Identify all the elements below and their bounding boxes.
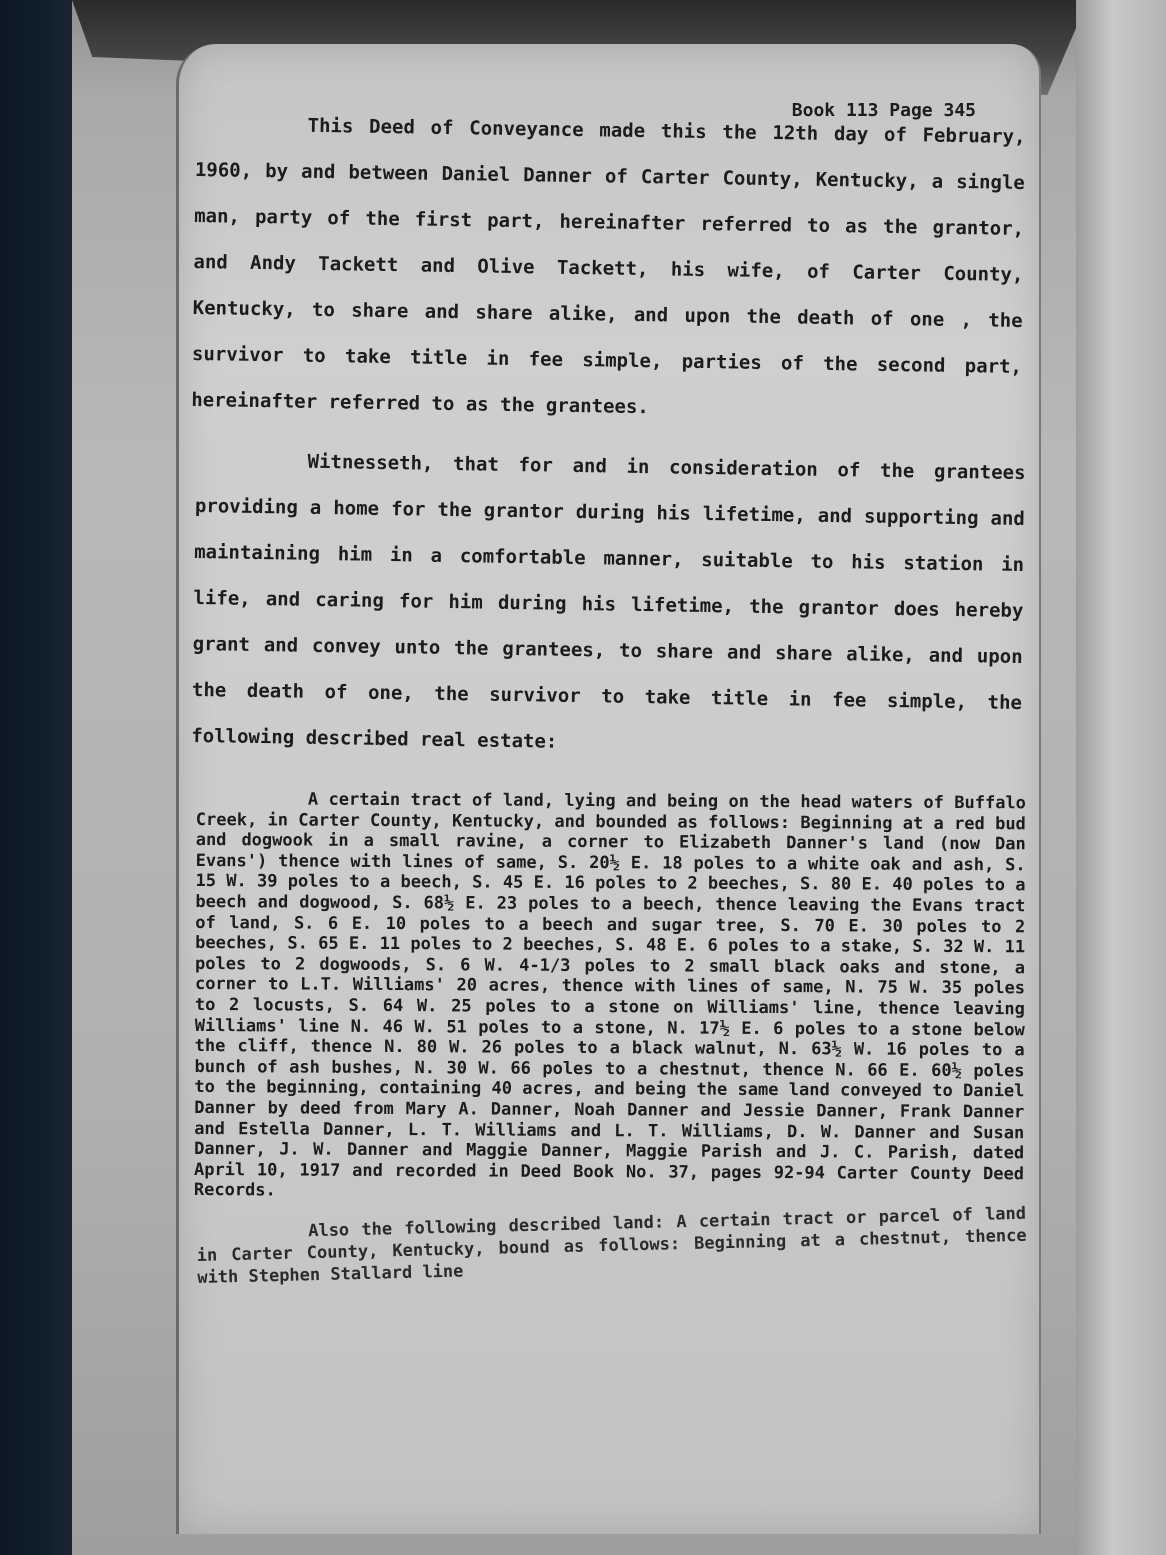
witnesseth-paragraph: Witnesseth, that for and in consideration of the grantees providing a home for the grantor during his lifetime, and supporting and maintaining him in a comfortable manner, suitable to his station in life, and caring for him during his lifetime, the grantor does hereby grant and convey unto the grantees, to share and share alike, and upon the death of one, the survivor to take title in fee simple, the following described real estate: — [191, 450, 1026, 753]
right-light-strip — [1076, 0, 1166, 1555]
book-page-reference: Book 113 Page 345 — [791, 100, 976, 121]
left-dark-background — [0, 0, 72, 1555]
document-content — [191, 100, 1027, 1289]
deed-intro-paragraph: This Deed of Conveyance made this the 12th day of February, 1960, by and between Daniel Danner of Carter County, Kentucky, a single man, party of the first part, hereinafter referred to as the grantor, and Andy Tackett and Olive Tackett, his wife, of Carter County, Kentucky, to share and share alike, and upon the death of one , the survivor to take title in fee simple, parties of the second part, hereinafter referred to as the grantees. — [191, 114, 1026, 419]
also-land-paragraph: Also the following described land: A certain tract or parcel of land in Carter County, Kentucky, bound as follows: Beginning at a chestnut, thence with Stephen Stallard line — [196, 1203, 1027, 1288]
tract-description-paragraph: A certain tract of land, lying and being on the head waters of Buffalo Creek, in Carter County, Kentucky, and bounded as follows: Beginning at a red bud and dogwook in a small ravine, a corner to Elizabeth Danner's land (now Dan Evans') thence with lines of same, S. 20½ E. 18 poles to a white oak and ash, S. 15 W. 39 poles to a beech, S. 45 E. 16 poles to 2 beeches, S. 80 E. 40 poles to a beech and dogwood, S. 68½ E. 23 poles to a beech, thence leaving the Evans tract of land, S. 6 E. 10 poles to a beech and sugar tree, S. 70 E. 30 poles to 2 beeches, S. 65 E. 11 poles to 2 beeches, S. 48 E. 6 poles to a stake, S. 32 W. 11 poles to 2 dogwoods, S. 6 W. 4-1/3 poles to 2 small black oaks and stone, a corner to L.T. Williams' 20 acres, thence with lines of same, N. 75 W. 35 poles to 2 locusts, S. 64 W. 25 poles to a stone on Williams' line, thence leaving Williams' line N. 46 W. 51 poles to a stone, N. 17½ E. 6 poles to a stone below the cliff, thence N. 80 W. 26 poles to a black walnut, N. 63½ W. 16 poles to a bunch of ash bushes, N. 30 W. 66 poles to a chestnut, thence N. 66 E. 60½ poles to the beginning, containing 40 acres, and being the same land conveyed to Daniel Danner by deed from Mary A. Danner, Noah Danner and Jessie Danner, Frank Danner and Estella Danner, L. T. Williams and L. T. Williams, D. W. Danner and Susan Danner, J. W. Danner and Maggie Danner, Maggie Parish and J. C. Parish, dated April 10, 1917 and recorded in Deed Book No. 37, pages 92-94 Carter County Deed Records. — [193, 789, 1026, 1201]
